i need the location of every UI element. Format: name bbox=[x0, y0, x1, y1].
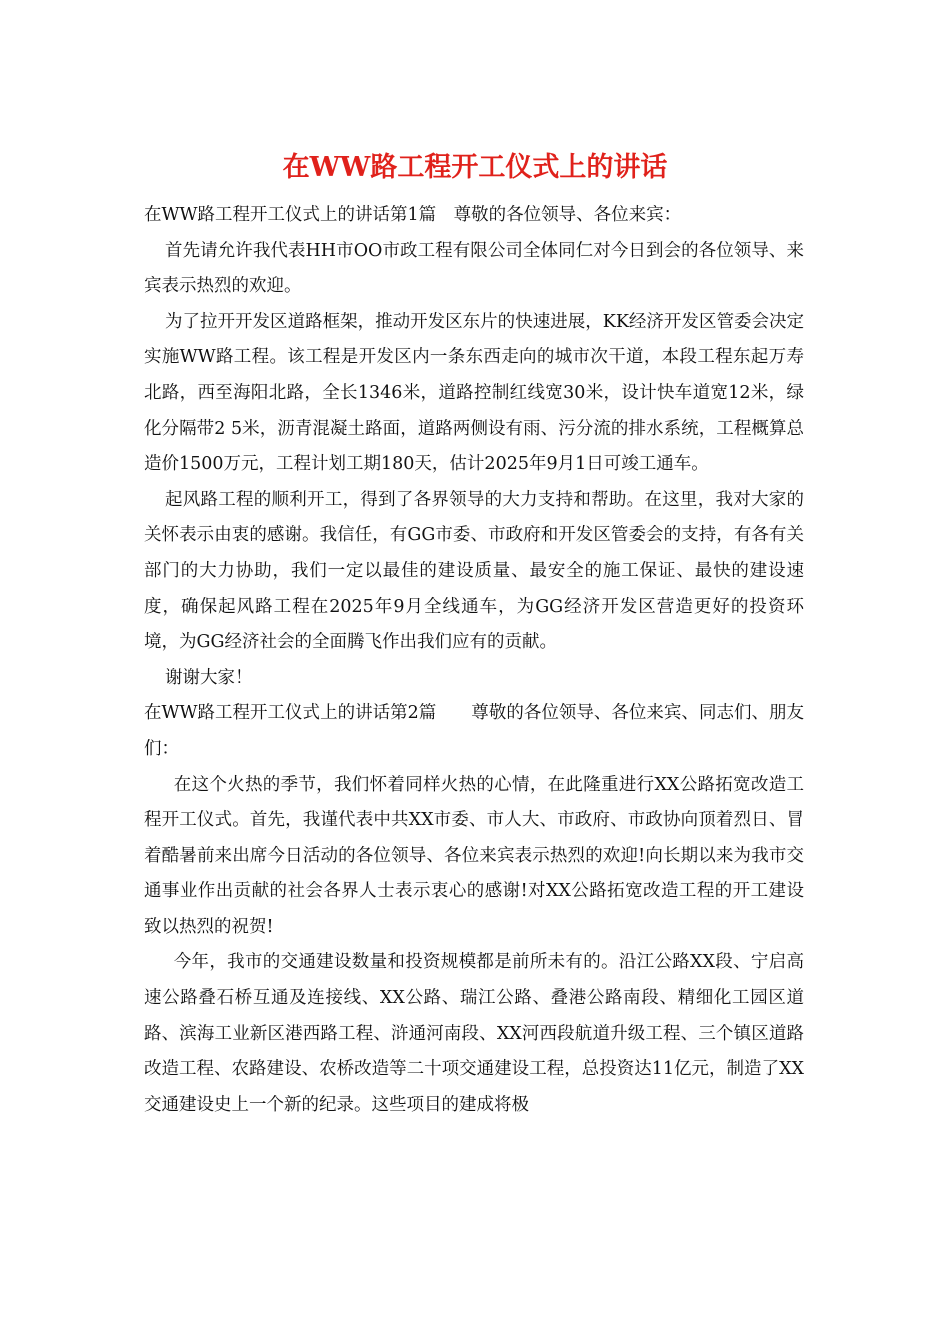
paragraph-5: 谢谢大家！ bbox=[165, 667, 253, 688]
paragraph-4: 起风路工程的顺利开工，得到了各界领导的大力支持和帮助。在这里，我对大家的关怀表示由衷的感谢。我信任，有GG市委、市政府和开发区管委会的支持，有各有关部门的大力协助，我们一定以最佳的建设质量、最安全的施工保证、最快的建设速度，确保起风路工程在2025年9月全线通车，为GG经济开发区营造更好的投资环境，为GG经济社会的全面腾飞作出我们应有的贡献。 bbox=[144, 489, 804, 653]
document-title: 在WW路工程开工仪式上的讲话 bbox=[282, 152, 668, 183]
paragraph-6: 在WW路工程开工仪式上的讲话第2篇 尊敬的各位领导、各位来宾、同志们、朋友们： bbox=[144, 703, 804, 759]
paragraph-3: 为了拉开开发区道路框架，推动开发区东片的快速进展，KK经济开发区管委会决定实施WW路工程。该工程是开发区内一条东西走向的城市次干道，本段工程东起万寿北路，西至海阳北路，全长1346米，道路控制红线宽30米，设计快车道宽12米，绿化分隔带2 5米，沥青混凝土路面，道路两侧设有雨、污分流的排水系统，工程概算总造价1500万元，工程计划工期180天，估计2025年9月1日可竣工通车。 bbox=[144, 311, 804, 475]
document-body bbox=[144, 198, 804, 1123]
paragraph-7: 在这个火热的季节，我们怀着同样火热的心情，在此隆重进行XX公路拓宽改造工程开工仪式。首先，我谨代表中共XX市委、市人大、市政府、市政协向顶着烈日、冒着酷暑前来出席今日活动的各位领导、各位来宾表示热烈的欢迎!向长期以来为我市交通事业作出贡献的社会各界人士表示衷心的感谢!对XX公路拓宽改造工程的开工建设致以热烈的祝贺! bbox=[144, 774, 804, 937]
paragraph-1: 在WW路工程开工仪式上的讲话第1篇 尊敬的各位领导、各位来宾： bbox=[144, 205, 682, 225]
paragraph-8: 今年，我市的交通建设数量和投资规模都是前所未有的。沿江公路XX段、宁启高速公路叠石桥互通及连接线、XX公路、瑞江公路、叠港公路南段、精细化工园区道路、滨海工业新区港西路工程、浒通河南段、XX河西段航道升级工程、三个镇区道路改造工程、农路建设、农桥改造等二十项交通建设工程，总投资达11亿元，制造了XX交通建设史上一个新的纪录。这些项目的建成将极 bbox=[144, 952, 804, 1115]
paragraph-2: 首先请允许我代表HH市OO市政工程有限公司全体同仁对今日到会的各位领导、来宾表示热烈的欢迎。 bbox=[144, 240, 804, 297]
